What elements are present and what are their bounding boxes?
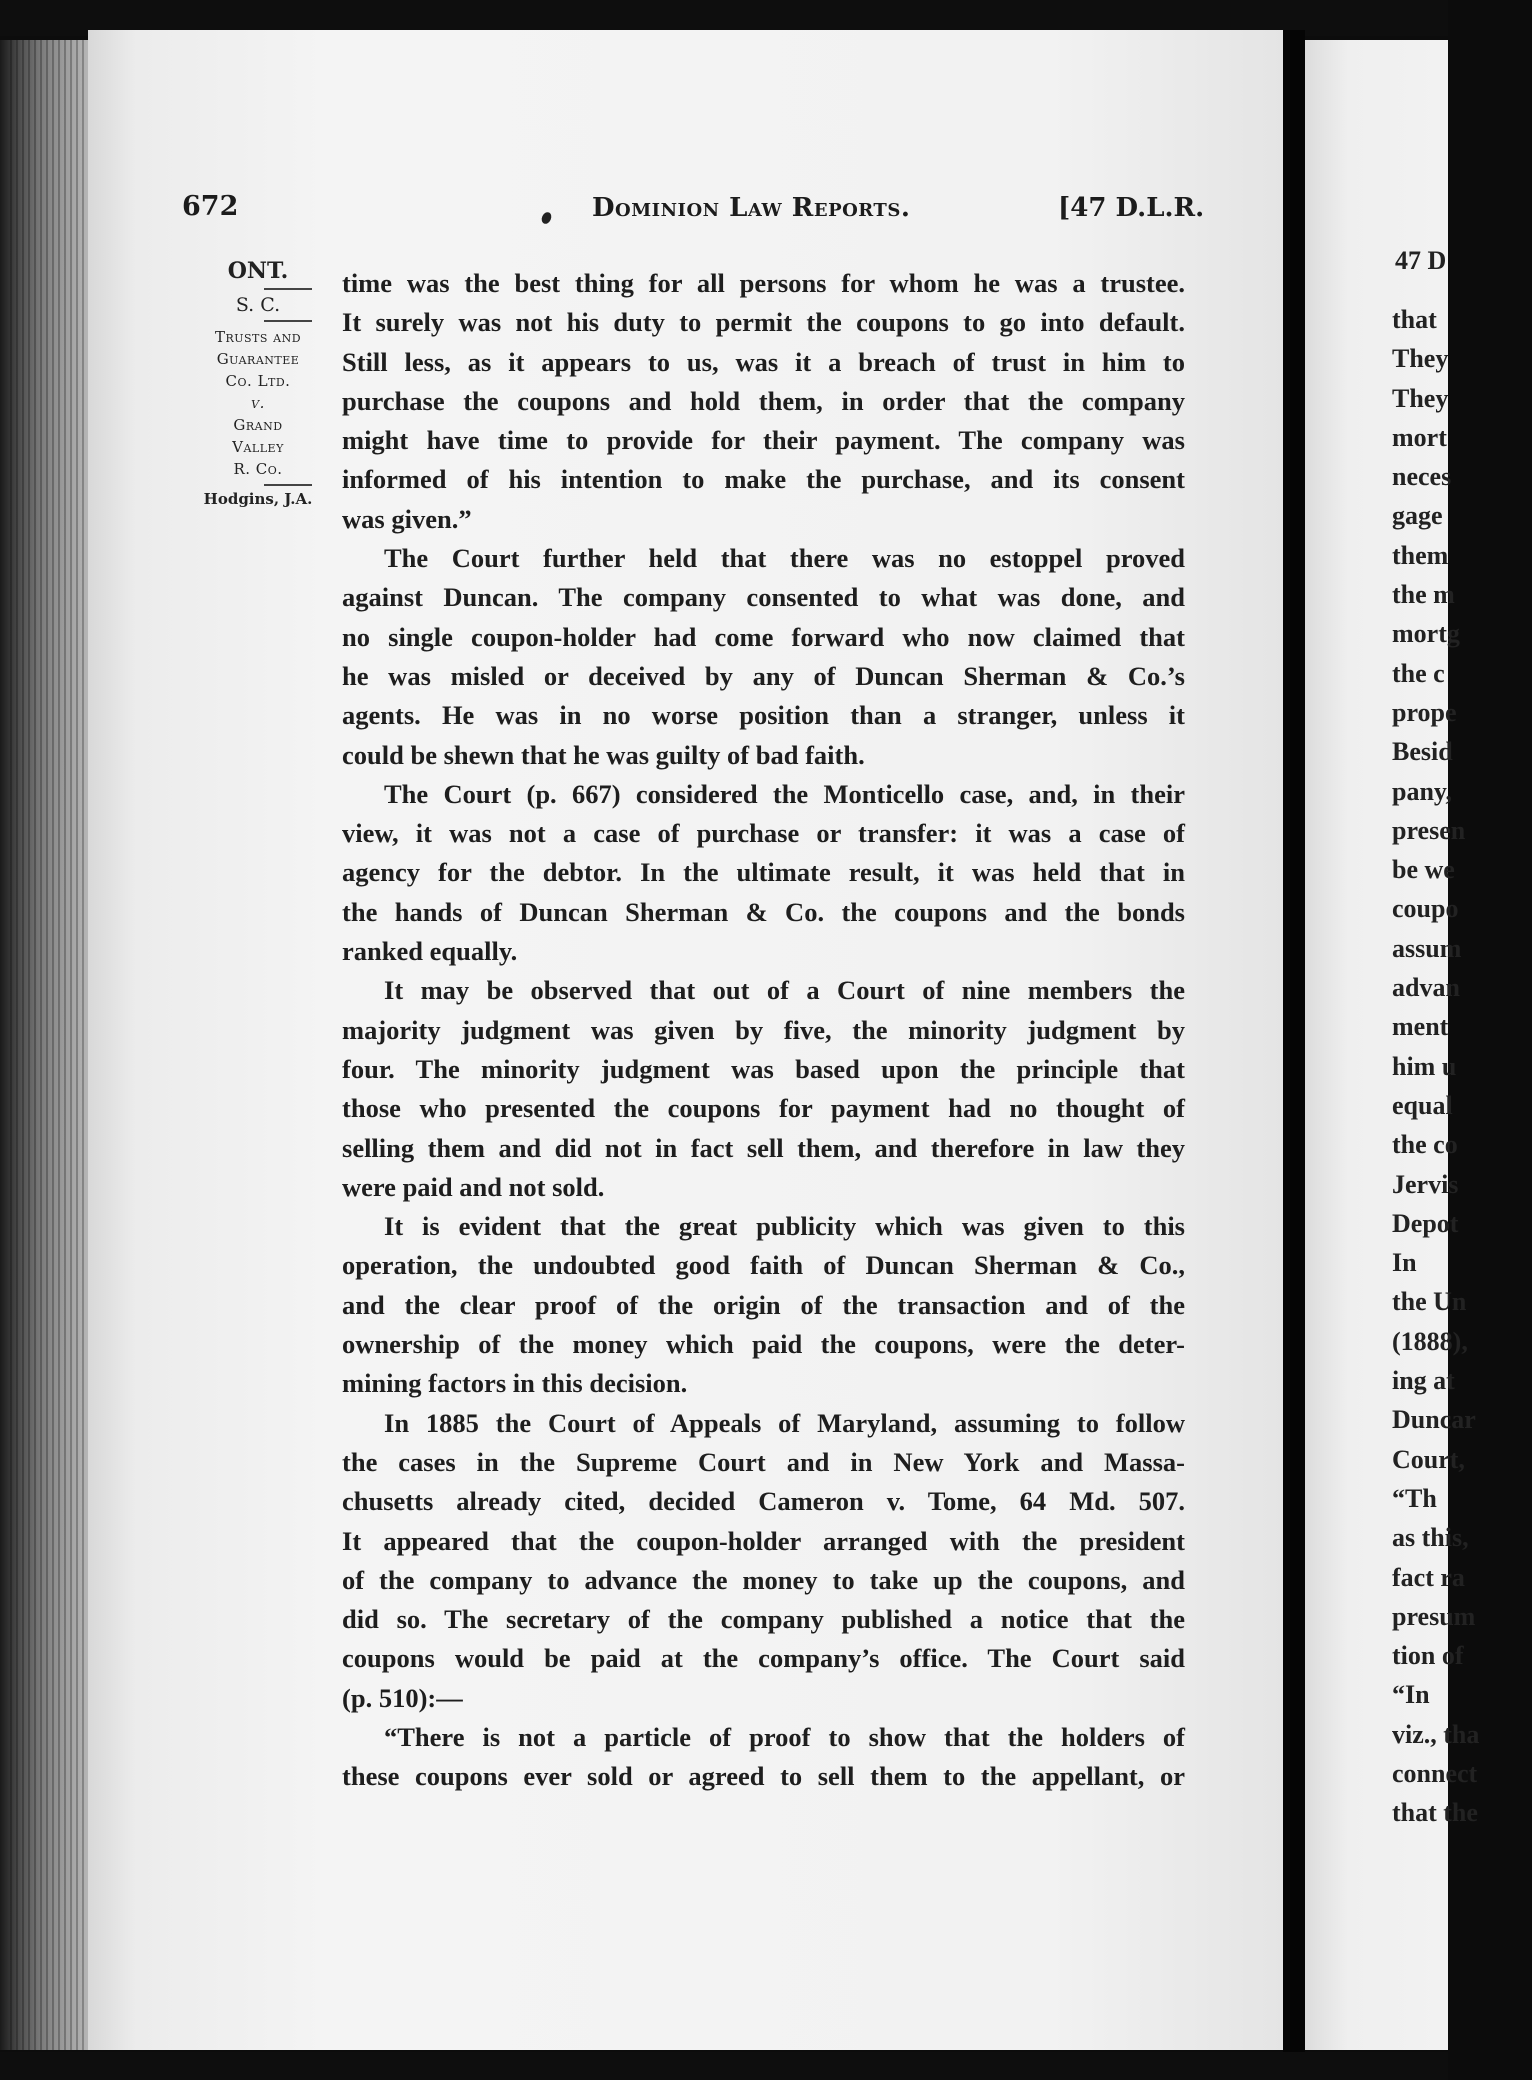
text-line: could be shewn that he was guilty of bad faith. (342, 739, 865, 770)
text-line: the hands of Duncan Sherman & Co. the coupons and the bonds (342, 896, 1185, 927)
case-name-line: Guarantee (216, 350, 300, 368)
text-line: no single coupon-holder had come forward who now claimed that (342, 621, 1185, 652)
facing-page-line: the m (1392, 580, 1455, 610)
text-line: did so. The secretary of the company published a notice that the (342, 1604, 1185, 1635)
margin-rule (264, 484, 312, 486)
facing-page-line: connect (1392, 1758, 1478, 1788)
facing-page-line: (1888), (1392, 1326, 1468, 1356)
running-title: Dominion Law Reports. (592, 193, 911, 223)
text-line: informed of his intention to make the purchase, and its consent (342, 464, 1185, 495)
text-line: of the company to advance the money to take up the coupons, and (342, 1564, 1185, 1595)
case-name-line: Co. Ltd. (225, 372, 291, 390)
paragraph-start-line: The Court (p. 667) considered the Monticello case, and, in their (384, 778, 1185, 809)
text-line: selling them and did not in fact sell them, and therefore in law they (342, 1132, 1185, 1163)
facing-page-line: the co (1392, 1130, 1458, 1160)
facing-page-line: They (1392, 344, 1449, 374)
facing-page-line: ing at (1392, 1366, 1455, 1396)
text-line: Still less, as it appears to us, was it a breach of trust in him to (342, 346, 1185, 377)
paragraph-start-line: In 1885 the Court of Appeals of Maryland, assuming to follow (384, 1407, 1185, 1438)
volume-reference: [47 D.L.R. (1058, 193, 1205, 223)
margin-rule (264, 288, 312, 290)
facing-page-line: “In (1392, 1680, 1430, 1710)
text-line: the cases in the Supreme Court and in New York and Massa- (342, 1446, 1185, 1477)
facing-page-line: advan (1392, 973, 1460, 1003)
facing-page-line: coupo (1392, 894, 1459, 924)
case-name-line: R. Co. (233, 460, 283, 478)
judge-name: Hodgins, J.A. (203, 490, 313, 508)
text-line: (p. 510):— (342, 1682, 463, 1713)
paragraph-start-line: The Court further held that there was no estoppel proved (384, 543, 1185, 574)
facing-page-header: 47 D (1395, 246, 1447, 275)
body-text (342, 264, 1185, 1797)
page-number: 672 (182, 191, 239, 222)
margin-rule (264, 320, 312, 322)
facing-page-line: Besid (1392, 737, 1453, 767)
text-line: chusetts already cited, decided Cameron v. Tome, 64 Md. 507. (342, 1486, 1185, 1517)
paragraph-start-line: It may be observed that out of a Court of nine members the (384, 975, 1185, 1006)
text-line: purchase the coupons and hold them, in order that the company (342, 385, 1185, 416)
text-line: coupons would be paid at the company’s office. The Court said (342, 1643, 1185, 1674)
bottom-scan-border (0, 2052, 1448, 2080)
text-line: against Duncan. The company consented to what was done, and (342, 582, 1185, 613)
facing-page-line: gage (1392, 501, 1443, 531)
facing-page-line: fact ra (1392, 1562, 1465, 1592)
court-label: S. C. (235, 294, 281, 316)
facing-page-line: pany, (1392, 776, 1452, 806)
facing-page-line: presum (1392, 1601, 1476, 1631)
facing-page-line: In (1392, 1248, 1417, 1278)
facing-page-line: that the (1392, 1798, 1478, 1828)
text-line: he was misled or deceived by any of Duncan Sherman & Co.’s (342, 660, 1185, 691)
facing-page-line: them (1392, 540, 1449, 570)
facing-page-line: prope (1392, 697, 1457, 727)
text-line: agency for the debtor. In the ultimate result, it was held that in (342, 857, 1185, 888)
facing-page-line: tion of (1392, 1641, 1464, 1671)
facing-page-line: presen (1392, 815, 1466, 845)
facing-page-text (1392, 300, 1532, 1833)
case-name-line: Valley (232, 438, 284, 456)
facing-page-line: ment (1392, 1012, 1449, 1042)
facing-page-line: him u (1392, 1051, 1457, 1081)
facing-page-line: mortg (1392, 619, 1460, 649)
text-line: majority judgment was given by five, the minority judgment by (342, 1014, 1185, 1045)
facing-page-line: viz., tha (1392, 1719, 1480, 1749)
facing-page-line: the c (1392, 658, 1445, 688)
facing-page-line: They (1392, 383, 1449, 413)
facing-page-line: Court, (1392, 1444, 1465, 1474)
text-line: ranked equally. (342, 936, 518, 967)
text-line: It appeared that the coupon-holder arranged with the president (342, 1525, 1185, 1556)
facing-page-line: equal (1392, 1090, 1453, 1120)
facing-page-line: Duncar (1392, 1405, 1476, 1435)
paragraph-start-line: “There is not a particle of proof to show that the holders of (384, 1721, 1185, 1752)
text-line: those who presented the coupons for payment had no thought of (342, 1093, 1185, 1124)
text-line: ownership of the money which paid the coupons, were the deter- (342, 1329, 1185, 1360)
facing-page-line: as this, (1392, 1523, 1469, 1553)
text-line: view, it was not a case of purchase or transfer: it was a case of (342, 818, 1185, 849)
paragraph-start-line: It is evident that the great publicity which was given to this (384, 1211, 1185, 1242)
text-line: It surely was not his duty to permit the coupons to go into default. (342, 307, 1185, 338)
text-line: and the clear proof of the origin of the transaction and of the (342, 1289, 1185, 1320)
text-line: these coupons ever sold or agreed to sell them to the appellant, or (342, 1761, 1185, 1792)
book-gutter (1283, 30, 1305, 2060)
province-label: ONT. (227, 258, 289, 284)
text-line: agents. He was in no worse position than a stranger, unless it (342, 700, 1185, 731)
facing-page-line: neces (1392, 462, 1452, 492)
case-name-line: Grand (233, 416, 283, 434)
text-line: operation, the undoubted good faith of Duncan Sherman & Co., (342, 1250, 1185, 1281)
text-line: were paid and not sold. (342, 1171, 605, 1202)
facing-page-line: Jervis (1392, 1169, 1459, 1199)
facing-page-line: be we (1392, 855, 1455, 885)
facing-page-line: mort (1392, 422, 1447, 452)
facing-page-line: “Th (1392, 1483, 1437, 1513)
text-line: might have time to provide for their payment. The company was (342, 425, 1185, 456)
facing-page-line: the Un (1392, 1287, 1467, 1317)
text-line: was given.” (342, 503, 472, 534)
facing-page-line: that (1392, 305, 1437, 334)
margin-note (188, 258, 328, 508)
facing-page-line: assum (1392, 933, 1462, 963)
case-name-line: Trusts and (214, 328, 302, 346)
text-line: time was the best thing for all persons for whom he was a trustee. (342, 268, 1185, 298)
page-edges (10, 40, 90, 2050)
text-line: mining factors in this decision. (342, 1368, 688, 1399)
facing-page-line: Depot (1392, 1208, 1459, 1238)
text-line: four. The minority judgment was based upon the principle that (342, 1053, 1185, 1084)
case-name-line: v. (251, 394, 265, 412)
